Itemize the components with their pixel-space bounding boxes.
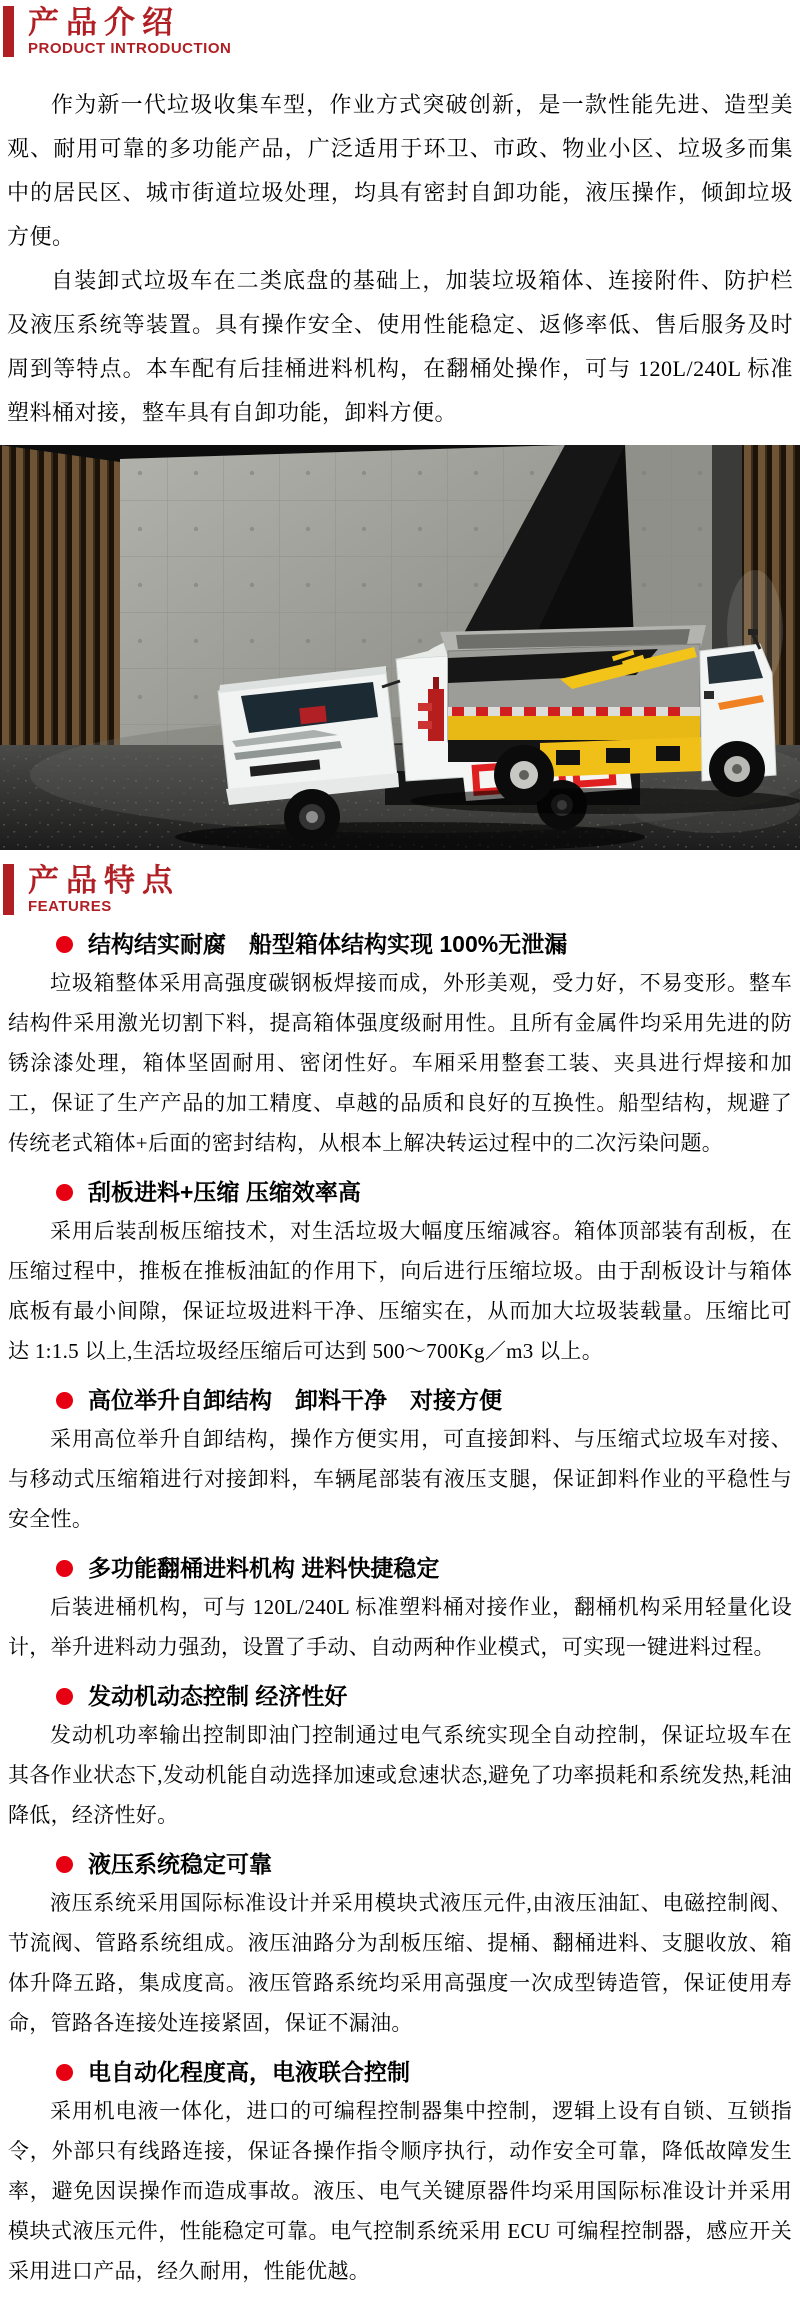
red-bar-icon — [3, 864, 14, 915]
features-title: 产品特点 — [28, 863, 180, 898]
bullet-icon — [56, 1392, 73, 1409]
product-photo — [0, 445, 800, 850]
feature-heading: 液压系统稳定可靠 — [88, 1851, 272, 1877]
intro-section-header — [0, 6, 800, 57]
intro-subtitle: PRODUCT INTRODUCTION — [28, 40, 232, 57]
intro-title: 产品介绍 — [28, 5, 180, 40]
feature-item — [0, 2059, 800, 2291]
page — [0, 6, 800, 2315]
feature-body: 液压系统采用国际标准设计并采用模块式液压元件,由液压油缸、电磁控制阀、节流阀、管路系统组成。液压油路分为刮板压缩、提桶、翻桶进料、支腿收放、箱体升降五路，集成度高。液压管路系统均采用高强度一次成型铸造管，保证使用寿命，管路各连接处连接紧固，保证不漏油。 — [8, 1891, 792, 2035]
feature-item — [0, 1179, 800, 1371]
bullet-icon — [56, 1560, 73, 1577]
feature-item — [0, 931, 800, 1163]
feature-body: 后装进桶机构，可与 120L/240L 标准塑料桶对接作业，翻桶机构采用轻量化设计，举升进料动力强劲，设置了手动、自动两种作业模式，可实现一键进料过程。 — [8, 1595, 792, 1659]
feature-item — [0, 1555, 800, 1667]
feature-item — [0, 1683, 800, 1835]
bullet-icon — [56, 1688, 73, 1705]
feature-body: 垃圾箱整体采用高强度碳钢板焊接而成，外形美观，受力好，不易变形。整车结构件采用激光切割下料，提高箱体强度级耐用性。且所有金属件均采用先进的防锈涂漆处理，箱体坚固耐用、密闭性好。车厢采用整套工装、夹具进行焊接和加工，保证了生产产品的加工精度、卓越的品质和良好的互换性。船型结构，规避了传统老式箱体+后面的密封结构，从根本上解决转运过程中的二次污染问题。 — [8, 971, 792, 1155]
red-bar-icon — [3, 6, 14, 57]
feature-body: 发动机功率输出控制即油门控制通过电气系统实现全自动控制，保证垃圾车在其各作业状态下,发动机能自动选择加速或怠速状态,避免了功率损耗和系统发热,耗油降低，经济性好。 — [8, 1723, 792, 1827]
bullet-icon — [56, 1184, 73, 1201]
feature-body: 采用后装刮板压缩技术，对生活垃圾大幅度压缩减容。箱体顶部装有刮板，在压缩过程中，推板在推板油缸的作用下，向后进行压缩垃圾。由于刮板设计与箱体底板有最小间隙，保证垃圾进料干净、压缩实在，从而加大垃圾装载量。压缩比可达 1:1.5 以上,生活垃圾经压缩后可达到 500～700Kg／m3 以上。 — [8, 1219, 792, 1363]
bullet-icon — [56, 936, 73, 953]
intro-paragraph: 作为新一代垃圾收集车型，作业方式突破创新，是一款性能先进、造型美观、耐用可靠的多功能产品，广泛适用于环卫、市政、物业小区、垃圾多而集中的居民区、城市街道垃圾处理，均具有密封自卸功能，液压操作，倾卸垃圾方便。 — [7, 92, 793, 249]
feature-heading: 电自动化程度高，电液联合控制 — [88, 2059, 410, 2085]
intro-text-block — [0, 83, 800, 435]
feature-heading: 刮板进料+压缩 压缩效率高 — [88, 1179, 361, 1205]
feature-item — [0, 1851, 800, 2043]
feature-body: 采用高位举升自卸结构，操作方便实用，可直接卸料、与压缩式垃圾车对接、与移动式压缩箱进行对接卸料，车辆尾部装有液压支腿，保证卸料作业的平稳性与安全性。 — [8, 1427, 792, 1531]
feature-item — [0, 1387, 800, 1539]
features-subtitle: FEATURES — [28, 898, 112, 915]
features-section-header — [0, 864, 800, 915]
feature-body: 采用机电液一体化，进口的可编程控制器集中控制，逻辑上设有自锁、互锁指令，外部只有线路连接，保证各操作指令顺序执行，动作安全可靠，降低故障发生率，避免因误操作而造成事故。液压、电气关键原器件均采用国际标准设计并采用模块式液压元件，性能稳定可靠。电气控制系统采用 ECU 可编程控制器，感应开关采用进口产品，经久耐用，性能优越。 — [8, 2099, 792, 2283]
intro-paragraph: 自装卸式垃圾车在二类底盘的基础上，加装垃圾箱体、连接附件、防护栏及液压系统等装置。具有操作安全、使用性能稳定、返修率低、售后服务及时周到等特点。本车配有后挂桶进料机构，在翻桶处操作，可与 120L/240L 标准塑料桶对接，整车具有自卸功能，卸料方便。 — [7, 268, 793, 425]
feature-heading: 发动机动态控制 经济性好 — [88, 1683, 348, 1709]
bullet-icon — [56, 2064, 73, 2081]
feature-heading: 结构结实耐腐 船型箱体结构实现 100%无泄漏 — [88, 931, 568, 957]
bullet-icon — [56, 1856, 73, 1873]
feature-heading: 高位举升自卸结构 卸料干净 对接方便 — [88, 1387, 502, 1413]
feature-heading: 多功能翻桶进料机构 进料快捷稳定 — [88, 1555, 440, 1581]
features-section — [0, 864, 800, 2291]
